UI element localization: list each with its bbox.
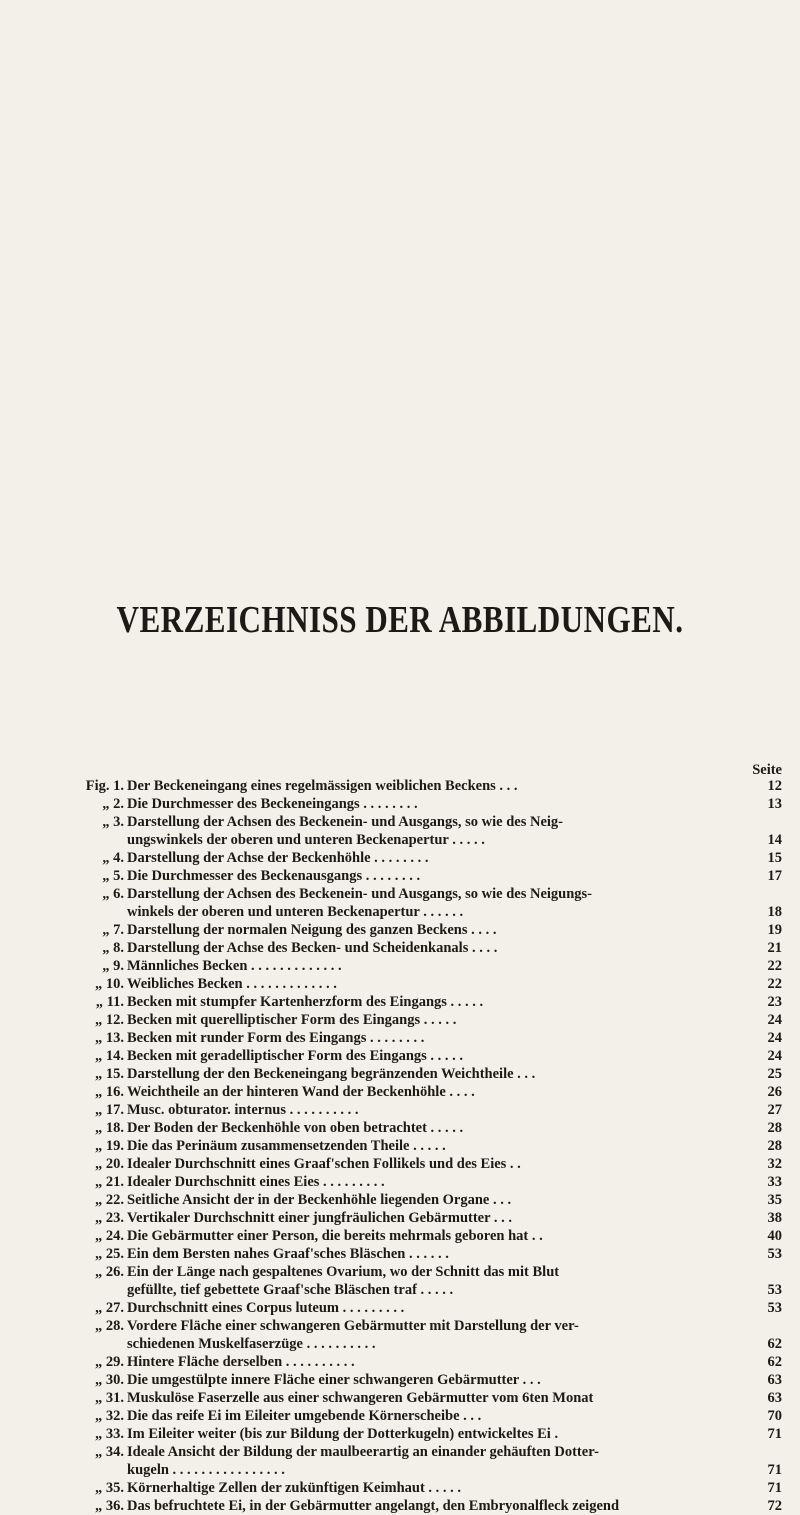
figure-caption: Ideale Ansicht der Bildung der maulbeerartig an einander gehäuften Dotter- [127,1444,599,1460]
figure-number: „ 23. [95,1210,124,1226]
figure-number: „ 14. [95,1048,124,1064]
page-number: 28 [767,1120,782,1136]
page-number: 53 [767,1300,782,1316]
page-number: 15 [767,850,782,866]
page-number: 71 [767,1480,782,1496]
figure-caption: Durchschnitt eines Corpus luteum . . . . . . . . . [127,1300,405,1316]
figure-number: „ 6. [102,886,124,902]
figure-number: „ 29. [95,1354,124,1370]
figure-number: „ 7. [102,922,124,938]
figure-caption: Die Durchmesser des Beckeneingangs . . . . . . . . [127,796,418,812]
figure-caption: Becken mit querelliptischer Form des Eingangs . . . . . [127,1012,457,1028]
figure-caption: Seitliche Ansicht der in der Beckenhöhle liegenden Organe . . . [127,1192,512,1208]
page-number: 70 [767,1408,782,1424]
figure-number: „ 34. [95,1444,124,1460]
page-number: 12 [767,778,782,794]
figure-caption: gefüllte, tief gebettete Graaf'sche Bläschen traf . . . . . [127,1282,454,1298]
figure-caption: Hintere Fläche derselben . . . . . . . . . . [127,1354,355,1370]
page-number: 25 [767,1066,782,1082]
figure-number: „ 27. [95,1300,124,1316]
figure-caption: Vordere Fläche einer schwangeren Gebärmutter mit Darstellung der ver- [127,1318,579,1334]
figure-caption: Darstellung der den Beckeneingang begränzenden Weichtheile . . . [127,1066,536,1082]
figure-caption: Die Gebärmutter einer Person, die bereits mehrmals geboren hat . . [127,1228,543,1244]
figure-caption: Im Eileiter weiter (bis zur Bildung der Dotterkugeln) entwickeltes Ei . [127,1426,559,1442]
figure-caption: Ein der Länge nach gespaltenes Ovarium, wo der Schnitt das mit Blut [127,1264,560,1280]
figure-number: „ 13. [95,1030,124,1046]
page-number: 72 [767,1498,782,1514]
figure-caption: Der Beckeneingang eines regelmässigen weiblichen Beckens . . . [127,778,518,794]
figure-number: „ 19. [95,1138,124,1154]
figure-number: „ 2. [102,796,124,812]
figure-number: „ 32. [95,1408,124,1424]
figure-caption: Die umgestülpte innere Fläche einer schwangeren Gebärmutter . . . [127,1372,541,1388]
figure-caption: Die das Perinäum zusammensetzenden Theile . . . . . [127,1138,446,1154]
figure-number: „ 18. [95,1120,124,1136]
page-number: 26 [767,1084,782,1100]
figure-number: „ 28. [95,1318,124,1334]
page-number: 71 [767,1426,782,1442]
figure-number: „ 24. [95,1228,124,1244]
figure-caption: Körnerhaltige Zellen der zukünftigen Keimhaut . . . . . [127,1480,462,1496]
page-number: 32 [767,1156,782,1172]
page-number: 18 [767,904,782,920]
figure-caption: Darstellung der Achse des Becken- und Scheidenkanals . . . . [127,940,498,956]
figure-caption: ungswinkels der oberen und unteren Beckenapertur . . . . . [127,832,485,848]
figure-caption: Musc. obturator. internus . . . . . . . . . . [127,1102,359,1118]
figure-caption: schiedenen Muskelfaserzüge . . . . . . . . . . [127,1336,376,1352]
figure-number: „ 12. [95,1012,124,1028]
figure-number: „ 16. [95,1084,124,1100]
figure-caption: Idealer Durchschnitt eines Graaf'schen Follikels und des Eies . . [127,1156,521,1172]
figure-caption: Männliches Becken . . . . . . . . . . . . . [127,958,342,974]
figure-caption: Darstellung der Achsen des Beckenein- und Ausgangs, so wie des Neig- [127,814,563,830]
figure-number: „ 26. [95,1264,124,1280]
figure-number: „ 35. [95,1480,124,1496]
figure-caption: Das befruchtete Ei, in der Gebärmutter angelangt, den Embryonalfleck zeigend [127,1498,620,1514]
page-number: 24 [767,1048,782,1064]
figure-number: „ 4. [102,850,124,866]
page-number: 63 [767,1390,782,1406]
figure-caption: Der Boden der Beckenhöhle von oben betrachtet . . . . . [127,1120,464,1136]
page-number: 22 [767,976,782,992]
figure-caption: Becken mit geradelliptischer Form des Eingangs . . . . . [127,1048,464,1064]
figure-number: „ 17. [95,1102,124,1118]
figure-number: „ 5. [102,868,124,884]
page-number: 53 [767,1246,782,1262]
figure-number: „ 22. [95,1192,124,1208]
figure-number: „ 9. [102,958,124,974]
page-number: 21 [767,940,782,956]
page-number: 33 [767,1174,782,1190]
figure-caption: Muskulöse Faserzelle aus einer schwangeren Gebärmutter vom 6ten Monat [127,1390,594,1406]
figure-number: „ 3. [102,814,124,830]
figure-caption: Vertikaler Durchschnitt einer jungfräulichen Gebärmutter . . . [127,1210,513,1226]
figure-caption: Becken mit runder Form des Eingangs . . . . . . . . [127,1030,425,1046]
figure-caption: kugeln . . . . . . . . . . . . . . . . [127,1462,285,1478]
figure-number: „ 10. [95,976,124,992]
page-number: 62 [767,1354,782,1370]
page-number: 71 [767,1462,782,1478]
figure-number: „ 36. [95,1498,124,1514]
page-number: 13 [767,796,782,812]
page-column-header: Seite [752,762,782,778]
figure-caption: Ein dem Bersten nahes Graaf'sches Bläschen . . . . . . [127,1246,449,1262]
page-number: 23 [767,994,782,1010]
page-number: 53 [767,1282,782,1298]
figure-caption: Die Durchmesser des Beckenausgangs . . . . . . . . [127,868,421,884]
figure-caption: Weibliches Becken . . . . . . . . . . . . . [127,976,337,992]
figure-number: Fig. 1. [85,778,124,794]
page-number: 63 [767,1372,782,1388]
figure-number: „ 25. [95,1246,124,1262]
figure-caption: Darstellung der Achsen des Beckenein- und Ausgangs, so wie des Neigungs- [127,886,593,902]
figure-number: „ 30. [95,1372,124,1388]
page-number: 35 [767,1192,782,1208]
figure-number: „ 31. [95,1390,124,1406]
figure-number: „ 8. [102,940,124,956]
page-number: 28 [767,1138,782,1154]
page-number: 24 [767,1012,782,1028]
figure-number: „ 11. [95,994,124,1010]
figure-caption: Die das reife Ei im Eileiter umgebende Körnerscheibe . . . [127,1408,482,1424]
page-number: 22 [767,958,782,974]
page-number: 38 [767,1210,782,1226]
figure-caption: Becken mit stumpfer Kartenherzform des Eingangs . . . . . [127,994,484,1010]
page-number: 17 [767,868,782,884]
figure-number: „ 20. [95,1156,124,1172]
figure-caption: Darstellung der normalen Neigung des ganzen Beckens . . . . [127,922,497,938]
figure-caption: Idealer Durchschnitt eines Eies . . . . . . . . . [127,1174,385,1190]
figure-number: „ 15. [95,1066,124,1082]
page-number: 40 [767,1228,782,1244]
figure-number: „ 33. [95,1426,124,1442]
page-number: 14 [767,832,782,848]
figure-caption: Darstellung der Achse der Beckenhöhle . . . . . . . . [127,850,429,866]
figure-caption: Weichtheile an der hinteren Wand der Beckenhöhle . . . . [127,1084,475,1100]
figure-caption: winkels der oberen und unteren Beckenapertur . . . . . . [127,904,464,920]
page-number: 27 [767,1102,782,1118]
page-number: 19 [767,922,782,938]
page-number: 62 [767,1336,782,1352]
page-number: 24 [767,1030,782,1046]
page-title: VERZEICHNISS DER ABBILDUNGEN. [116,599,684,641]
figure-number: „ 21. [95,1174,124,1190]
